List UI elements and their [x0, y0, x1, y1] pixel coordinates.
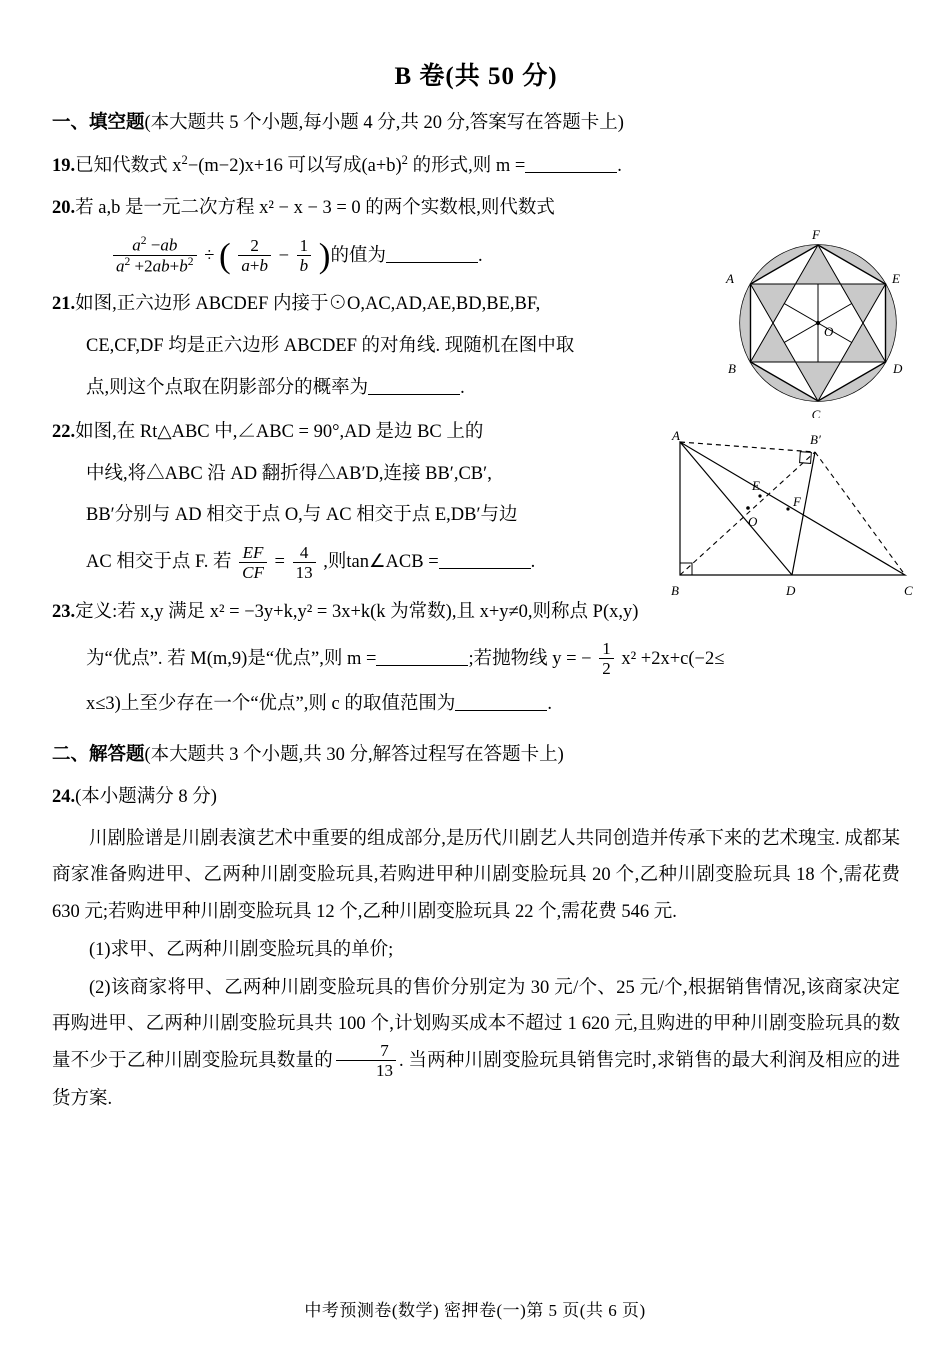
question-22-line1: 如图,在 Rt△ABC 中,∠ABC = 90°,AD 是边 BC 上的	[75, 421, 484, 442]
question-23-period: .	[547, 693, 552, 714]
question-22	[52, 414, 684, 452]
section-1-instruction: (本大题共 5 个小题,每小题 4 分,共 20 分,答案写在答题卡上)	[144, 113, 624, 133]
question-22-line2	[52, 456, 686, 494]
question-24-p3-b: . 当两种川剧变脸玩具销售完时,求销售的最大利润及相应的进货方案.	[52, 1050, 900, 1109]
question-24-fraction-7-13: $\frac{7}{13}$	[336, 1041, 396, 1080]
question-22-line4-a: AC 相交于点 F. 若	[86, 552, 232, 573]
question-19-number: 19.	[52, 155, 76, 176]
question-21-line1: 如图,正六边形 ABCDEF 内接于⊙O,AC,AD,AE,BD,BE,BF,	[75, 293, 541, 314]
question-22-answer-blank[interactable]	[439, 553, 531, 569]
question-21-line3-text: 点,则这个点取在阴影部分的概率为	[86, 377, 369, 398]
question-20-line2-tail: 的值为	[330, 245, 386, 266]
folded-triangle-figure	[660, 430, 930, 605]
section-1-label: 一、填空题	[52, 113, 145, 133]
question-22-period: .	[530, 552, 536, 573]
question-22-equals: =	[274, 552, 285, 573]
section-2-instruction: (本大题共 3 个小题,共 30 分,解答过程写在答题卡上)	[144, 744, 564, 765]
question-22-line2-text: 中线,将△ABC 沿 AD 翻折得△AB′D,连接 BB′,CB′,	[86, 463, 492, 484]
question-19-text-b: −(m−2)x+16 可以写成(a+b)	[187, 155, 402, 176]
svg-text:O: O	[748, 514, 758, 529]
svg-text:D: D	[893, 361, 903, 376]
question-20-period: .	[478, 245, 483, 266]
question-23-line1: 定义:若 x,y 满足 x² = −3y+k,y² = 3x+k(k 为常数),且 x+y≠0,则称点 P(x,y)	[75, 601, 639, 622]
svg-text:E: E	[752, 478, 760, 493]
question-19-answer-blank[interactable]	[525, 157, 617, 173]
svg-text:O: O	[824, 324, 834, 339]
page-title: B 卷(共 50 分)	[394, 63, 558, 90]
page-footer: 中考预测卷(数学) 密押卷(一)第 5 页(共 6 页)	[304, 1301, 646, 1320]
question-22-number: 22.	[52, 421, 76, 442]
question-20-line1: 若 a,b 是一元二次方程 x² − x − 3 = 0 的两个实数根,则代数式	[75, 197, 555, 218]
question-23-line3-a: x≤3)上至少存在一个“优点”,则 c 的取值范围为	[86, 693, 456, 714]
question-20	[52, 190, 744, 228]
question-24-paragraph-1: 川剧脸谱是川剧表演艺术中重要的组成部分,是历代川剧艺人共同创造并传承下来的艺术瑰宝. 成都某商家准备购进甲、乙两种川剧变脸玩具,若购进甲种川剧变脸玩具 20 个,乙种川剧变脸玩具 18 个,需花费 630 元;若购进甲种川剧变脸玩具 12 个,乙种川剧变脸玩具 22 个,需花费 546 元.	[52, 829, 900, 922]
svg-text:C: C	[811, 407, 821, 418]
question-23-fraction-half: $\frac{1}{2}$	[599, 639, 614, 678]
section-1-heading	[52, 110, 900, 138]
question-21-period: .	[460, 377, 465, 398]
question-24-p3-a: (2)该商家将甲、乙两种川剧变脸玩具的售价分别定为 30 元/个、25 元/个,根据销售情况,该商家决定再购进甲、乙两种川剧变脸玩具共 100 个,计划购买成本不超过 1 620 元,且购进的甲种川剧变脸玩具的数量不少于乙种川剧变脸玩具数量的	[52, 977, 900, 1071]
question-22-line4	[52, 539, 706, 585]
question-23-answer-blank-2[interactable]	[455, 695, 547, 711]
question-20-fraction: $\frac{a^2 -ab}{a^2 +2ab+b^2}$	[113, 235, 197, 275]
question-23-line2-b: ;若抛物线 y = −	[468, 648, 592, 669]
section-2-heading	[52, 742, 900, 770]
question-19-text-c: 的形式,则 m =	[407, 155, 526, 176]
question-19-exp1: 2	[181, 152, 188, 167]
question-23-answer-blank-1[interactable]	[376, 650, 468, 666]
svg-text:C: C	[904, 583, 913, 598]
svg-text:B′: B′	[810, 432, 821, 447]
section-2-label: 二、解答题	[52, 744, 145, 765]
hexagon-star-figure	[718, 228, 918, 418]
question-20-fraction-3: $\frac{1}{b}$	[297, 236, 312, 275]
question-19-exp2: 2	[401, 152, 408, 167]
svg-text:E: E	[892, 271, 900, 286]
question-22-fraction-4-13: $\frac{4}{13}$	[293, 543, 316, 582]
question-21-line2-text: CE,CF,DF 均是正六边形 ABCDEF 的对角线. 现随机在图中取	[86, 335, 575, 356]
question-24-number: 24.	[52, 787, 76, 808]
question-21-line3	[52, 370, 746, 408]
question-21	[52, 286, 744, 324]
question-24-heading	[52, 779, 900, 817]
svg-text:A: A	[726, 271, 734, 286]
question-21-answer-blank[interactable]	[368, 379, 460, 395]
svg-text:F: F	[812, 228, 820, 242]
question-21-line2	[52, 328, 746, 366]
question-23-line2-c: x² +2x+c(−2≤	[621, 648, 725, 669]
question-21-number: 21.	[52, 293, 76, 314]
svg-text:A: A	[672, 430, 680, 443]
question-20-answer-blank[interactable]	[386, 247, 478, 263]
question-23-line3	[52, 686, 916, 724]
question-20-number: 20.	[52, 197, 76, 218]
question-24-paragraph-3	[52, 970, 900, 1117]
svg-text:B: B	[728, 361, 736, 376]
svg-text:B: B	[671, 583, 679, 598]
question-20-paren-right: )	[318, 235, 331, 275]
figure-question-22	[660, 430, 930, 605]
question-20-minus: −	[278, 245, 290, 266]
svg-text:D: D	[786, 583, 796, 598]
question-19-period: .	[617, 155, 622, 176]
question-22-line3-text: BB′分别与 AD 相交于点 O,与 AC 相交于点 E,DB′与边	[86, 505, 518, 526]
question-22-line3	[52, 497, 686, 535]
svg-text:F: F	[793, 494, 801, 509]
question-24-paragraph-2: (1)求甲、乙两种川剧变脸玩具的单价;	[89, 939, 394, 960]
question-20-fraction-2: $\frac{2}{a+b}$	[238, 236, 271, 275]
question-23-line2-a: 为“优点”. 若 M(m,9)是“优点”,则 m =	[86, 648, 377, 669]
question-19-text-a: 已知代数式 x	[75, 155, 182, 176]
question-20-divide-icon: ÷	[204, 245, 215, 266]
question-23-number: 23.	[52, 601, 76, 622]
question-19	[52, 148, 900, 186]
question-24-score: (本小题满分 8 分)	[75, 787, 217, 808]
question-22-line4-c: ,则tan∠ACB =	[323, 552, 439, 573]
question-20-paren-left: (	[218, 235, 231, 275]
question-23-line2	[52, 636, 916, 682]
question-20-expression-line	[52, 232, 770, 280]
figure-question-21	[718, 228, 918, 418]
question-22-fraction-ef-cf: $\frac{EF}{CF}$	[239, 543, 267, 582]
